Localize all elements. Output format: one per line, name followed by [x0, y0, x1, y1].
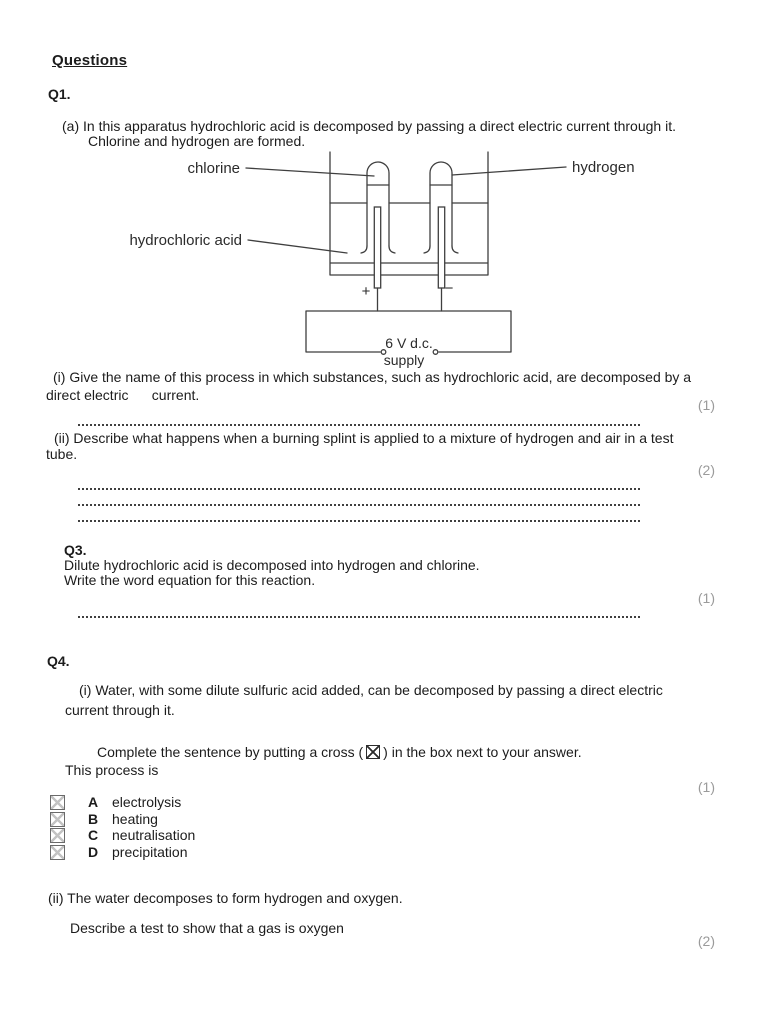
q1ii-line1: (ii) Describe what happens when a burning splint is applied to a mixture of hydrogen and air in a test: [54, 430, 674, 446]
instruction-pre: Complete the sentence by putting a cross (: [97, 744, 364, 760]
option-text: neutralisation: [112, 827, 196, 843]
answer-line: [78, 488, 640, 490]
option-row-d: [50, 845, 370, 861]
right-electrode: [438, 207, 444, 288]
q3-label: Q3.: [64, 542, 87, 558]
q1a-line2: Chlorine and hydrogen are formed.: [88, 133, 306, 149]
hydrogen-leader-line: [452, 167, 566, 175]
option-letter: C: [88, 827, 99, 843]
q4i-marks: (1): [697, 779, 715, 795]
hydrogen-label: hydrogen: [572, 159, 635, 176]
q4i-instruction: [97, 745, 582, 760]
electrolysis-diagram: [0, 148, 768, 373]
supply-terminal-right: [433, 350, 438, 355]
answer-line: [78, 424, 640, 426]
acid-leader-line: [248, 240, 347, 253]
instruction-post: ) in the box next to your answer.: [383, 744, 582, 760]
option-checkbox-b[interactable]: [50, 812, 65, 827]
chlorine-leader-line: [246, 168, 374, 176]
q4ii-line1: (ii) The water decomposes to form hydrogen and oxygen.: [48, 890, 403, 906]
q4-label: Q4.: [47, 653, 70, 669]
option-letter: D: [88, 844, 99, 860]
option-row-b: [50, 812, 370, 828]
option-letter: A: [88, 794, 99, 810]
cross-in-box-icon: [366, 745, 380, 759]
option-checkbox-d[interactable]: [50, 845, 65, 860]
minus-terminal-label: −: [444, 280, 454, 297]
q1i-line1: (i) Give the name of this process in which substances, such as hydrochloric acid, are decomposed by a: [53, 369, 692, 385]
chlorine-label: chlorine: [187, 160, 240, 177]
q1i-marks: (1): [697, 397, 715, 413]
q3-line2: Write the word equation for this reaction.: [64, 572, 316, 588]
q1-label: Q1.: [48, 86, 71, 102]
option-text: precipitation: [112, 844, 188, 860]
option-row-c: [50, 828, 370, 844]
plus-terminal-label: +: [361, 283, 371, 300]
q4ii-line2: Describe a test to show that a gas is oxygen: [70, 920, 344, 936]
option-checkbox-a[interactable]: [50, 795, 65, 810]
option-text: heating: [112, 811, 158, 827]
q1ii-marks: (2): [697, 462, 715, 478]
beaker: [330, 152, 488, 275]
left-electrode: [374, 207, 380, 288]
option-checkbox-c[interactable]: [50, 828, 65, 843]
option-text: electrolysis: [112, 794, 182, 810]
answer-line: [78, 520, 640, 522]
q3-marks: (1): [697, 590, 715, 606]
page-title: Questions: [52, 52, 128, 69]
answer-line: [78, 504, 640, 506]
q1ii-line2: tube.: [46, 446, 78, 462]
q4i-stem: This process is: [65, 762, 159, 778]
supply-label-line2: supply: [383, 352, 425, 368]
q1i-line2: direct electric current.: [46, 387, 200, 403]
q3-line1: Dilute hydrochloric acid is decomposed into hydrogen and chlorine.: [64, 557, 480, 573]
supply-label-line1: 6 V d.c.: [385, 335, 433, 351]
q4i-line2: current through it.: [65, 702, 175, 718]
option-row-a: [50, 795, 370, 811]
option-letter: B: [88, 811, 99, 827]
q1a-line1: (a) In this apparatus hydrochloric acid is decomposed by passing a direct electric current through it.: [62, 118, 676, 134]
answer-line: [78, 616, 640, 618]
q4ii-marks: (2): [697, 933, 715, 949]
hydrochloric-acid-label: hydrochloric acid: [129, 232, 242, 249]
q4i-line1: (i) Water, with some dilute sulfuric acid added, can be decomposed by passing a direct electric: [79, 682, 663, 698]
